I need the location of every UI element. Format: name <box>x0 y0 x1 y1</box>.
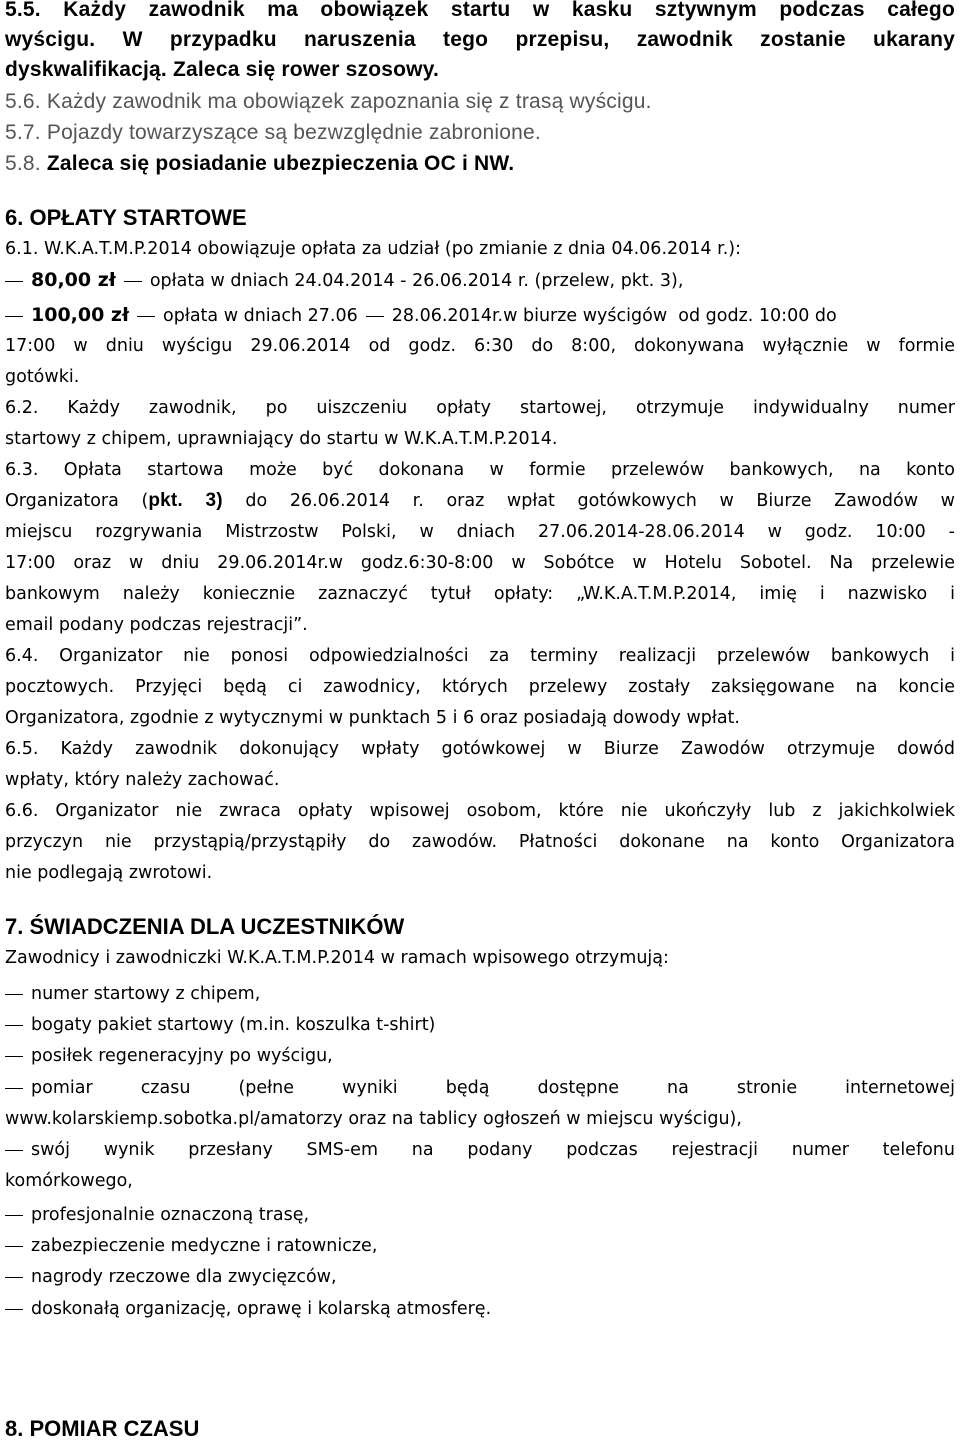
benefit-text: bogaty pakiet startowy (m.in. koszulka t-shirt) <box>31 1015 436 1035</box>
fee-2-text-c: od godz. 10:00 do <box>678 306 837 326</box>
paragraph-6-6-line-1: 6.6. Organizator nie zwraca opłaty wpisowej osobom, które nie ukończyły lub z jakichkolwiek <box>5 801 955 821</box>
benefit-item-continuation: komórkowego, <box>5 1171 133 1191</box>
paragraph-6-6-line-2: przyczyn nie przystąpią/przystąpiły do zawodów. Płatności dokonane na konto Organizatora <box>5 832 955 852</box>
rule-5-8-number: 5.8. <box>5 152 41 175</box>
dash-bullet <box>5 1150 23 1151</box>
benefit-item <box>5 979 260 1009</box>
rule-5-8-text: Zaleca się posiadanie ubezpieczenia OC i NW. <box>46 152 515 175</box>
benefit-item <box>5 1135 955 1165</box>
dash-bullet <box>5 994 23 995</box>
dash-bullet <box>5 1277 23 1278</box>
fee-1-amount: 80,00 zł <box>31 269 116 291</box>
paragraph-6-2-line-1: 6.2. Każdy zawodnik, po uiszczeniu opłaty startowej, otrzymuje indywidualny numer <box>5 398 955 418</box>
fee-2-amount: 100,00 zł <box>31 304 130 326</box>
rule-5-6: 5.6. Każdy zawodnik ma obowiązek zapoznania się z trasą wyścigu. <box>5 90 652 113</box>
p6-3-rest: do 26.06.2014 r. oraz wpłat gotówkowych w Biurze Zawodów w <box>222 491 955 511</box>
paragraph-6-3-line-1: 6.3. Opłata startowa może być dokonana w formie przelewów bankowych, na konto <box>5 460 955 480</box>
rule-5-7: 5.7. Pojazdy towarzyszące są bezwzględnie zabronione. <box>5 121 541 144</box>
benefit-item <box>5 1262 337 1292</box>
benefit-text: pomiar czasu (pełne wyniki będą dostępne na stronie internetowej <box>31 1078 955 1098</box>
dash-bullet <box>124 281 142 282</box>
fee-item-1 <box>5 265 683 295</box>
benefit-text: doskonałą organizację, oprawę i kolarską atmosferę. <box>31 1299 492 1319</box>
dash-bullet <box>5 1309 23 1310</box>
section-8-heading: 8. POMIAR CZASU <box>5 1416 200 1441</box>
benefit-text: swój wynik przesłany SMS-em na podany podczas rejestracji numer telefonu <box>31 1140 955 1160</box>
paragraph-6-4-line-1: 6.4. Organizator nie ponosi odpowiedzialności za terminy realizacji przelewów bankowych i <box>5 646 955 666</box>
p6-3-organizer: Organizatora ( <box>5 491 149 511</box>
benefit-item <box>5 1010 435 1040</box>
benefit-item <box>5 1041 333 1071</box>
benefit-text: profesjonalnie oznaczoną trasę, <box>31 1205 310 1225</box>
benefit-item-continuation: www.kolarskiemp.sobotka.pl/amatorzy oraz na tablicy ogłoszeń w miejscu wyścigu), <box>5 1109 742 1129</box>
benefit-text: zabezpieczenie medyczne i ratownicze, <box>31 1236 378 1256</box>
dash-bullet <box>5 1056 23 1057</box>
dash-bullet <box>5 1246 23 1247</box>
fee-2-line-3: gotówki. <box>5 367 80 387</box>
p6-3-pkt: pkt. 3) <box>148 490 223 511</box>
dash-bullet <box>5 1025 23 1026</box>
dash-bullet <box>5 281 23 282</box>
benefit-text: numer startowy z chipem, <box>31 984 261 1004</box>
dash-bullet <box>5 1088 23 1089</box>
paragraph-6-5-line-2: wpłaty, który należy zachować. <box>5 770 280 790</box>
paragraph-6-3-line-2 <box>5 486 955 516</box>
benefit-item <box>5 1073 955 1103</box>
fee-2-text-b: 28.06.2014r.w biurze wyścigów <box>391 306 668 326</box>
paragraph-6-4-line-2: pocztowych. Przyjęci będą ci zawodnicy, których przelewy zostały zaksięgowane na koncie <box>5 677 955 697</box>
fee-2-line-2: 17:00 w dniu wyścigu 29.06.2014 od godz. 6:30 do 8:00, dokonywana wyłącznie w formie <box>5 336 955 356</box>
rule-5-8 <box>5 149 514 179</box>
rule-5-5-line-3: dyskwalifikacją. Zaleca się rower szosowy. <box>5 58 440 81</box>
benefit-text: nagrody rzeczowe dla zwycięzców, <box>31 1267 337 1287</box>
rule-5-5-line-2: wyścigu. W przypadku naruszenia tego przepisu, zawodnik zostanie ukarany <box>5 28 955 51</box>
dash-bullet <box>366 316 384 317</box>
benefit-text: posiłek regeneracyjny po wyścigu, <box>31 1046 333 1066</box>
fee-1-text: opłata w dniach 24.04.2014 - 26.06.2014 r. (przelew, pkt. 3), <box>149 271 684 291</box>
benefit-item <box>5 1200 309 1230</box>
paragraph-6-6-line-3: nie podlegają zwrotowi. <box>5 863 213 883</box>
paragraph-6-4-line-3: Organizatora, zgodnie z wytycznymi w punktach 5 i 6 oraz posiadają dowody wpłat. <box>5 708 740 728</box>
dash-bullet <box>5 316 23 317</box>
paragraph-6-1: 6.1. W.K.A.T.M.P.2014 obowiązuje opłata za udział (po zmianie z dnia 04.06.2014 r.): <box>5 239 741 259</box>
section-7-heading: 7. ŚWIADCZENIA DLA UCZESTNIKÓW <box>5 914 405 939</box>
fee-2-text: opłata w dniach 27.06 <box>163 306 358 326</box>
benefit-item <box>5 1294 491 1324</box>
paragraph-6-3-line-5: bankowym należy koniecznie zaznaczyć tytuł opłaty: „W.K.A.T.M.P.2014, imię i nazwisko i <box>5 584 955 604</box>
dash-bullet <box>137 316 155 317</box>
benefit-item <box>5 1231 377 1261</box>
paragraph-6-5-line-1: 6.5. Każdy zawodnik dokonujący wpłaty gotówkowej w Biurze Zawodów otrzymuje dowód <box>5 739 955 759</box>
section-6-heading: 6. OPŁATY STARTOWE <box>5 205 247 230</box>
paragraph-6-3-line-4: 17:00 oraz w dniu 29.06.2014r.w godz.6:30-8:00 w Sobótce w Hotelu Sobotel. Na przelewie <box>5 553 955 573</box>
paragraph-6-3-line-3: miejscu rozgrywania Mistrzostw Polski, w dniach 27.06.2014-28.06.2014 w godz. 10:00 - <box>5 522 955 542</box>
paragraph-6-2-line-2: startowy z chipem, uprawniający do startu w W.K.A.T.M.P.2014. <box>5 429 558 449</box>
section-7-intro: Zawodnicy i zawodniczki W.K.A.T.M.P.2014 w ramach wpisowego otrzymują: <box>5 948 669 968</box>
fee-item-2 <box>5 300 837 330</box>
paragraph-6-3-line-6: email podany podczas rejestracji”. <box>5 615 308 635</box>
rule-5-5-line-1: 5.5. Każdy zawodnik ma obowiązek startu w kasku sztywnym podczas całego <box>5 0 955 21</box>
dash-bullet <box>5 1215 23 1216</box>
